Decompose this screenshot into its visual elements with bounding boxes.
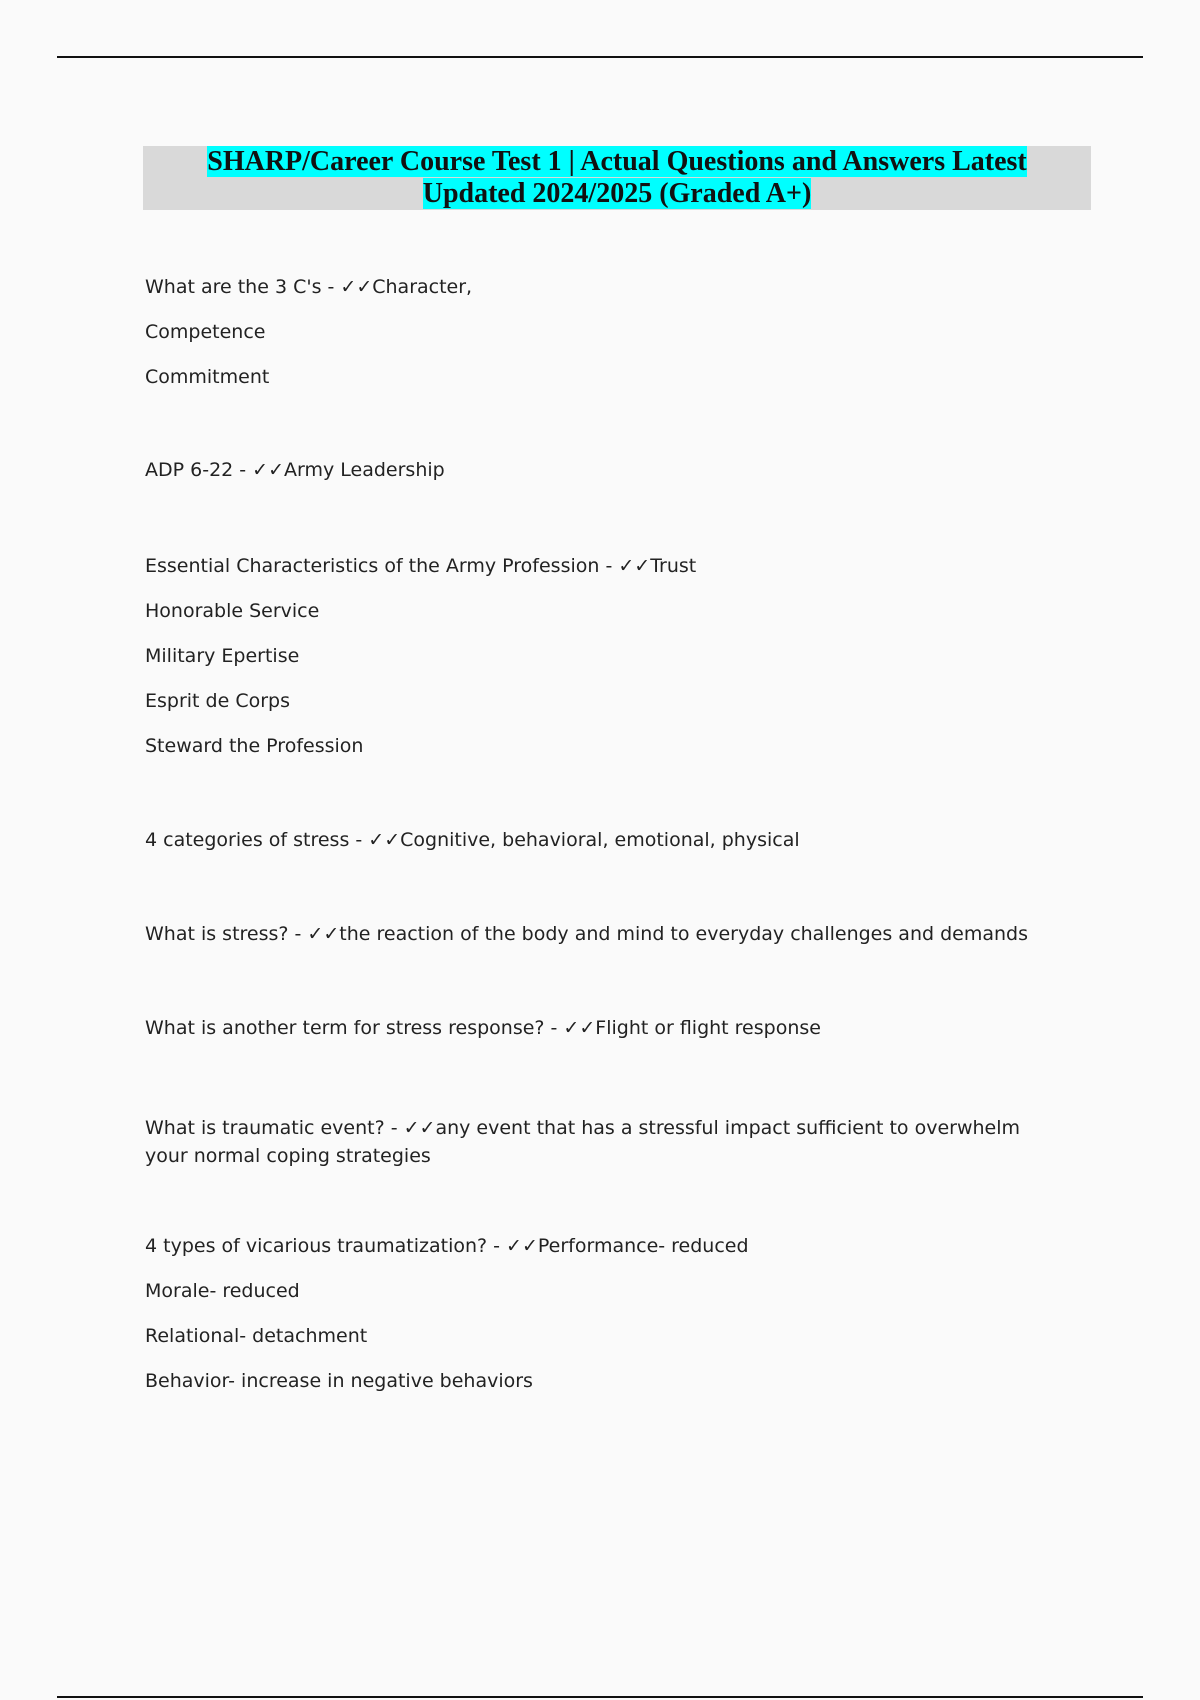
qa-item-3cs (145, 265, 1045, 400)
title-line-1: SHARP/Career Course Test 1 | Actual Questions and Answers Latest (207, 146, 1027, 177)
qa-line: What are the 3 C's - ✓✓Character, (145, 276, 473, 298)
qa-line: ADP 6-22 - ✓✓Army Leadership (145, 459, 445, 481)
qa-item-characteristics (145, 544, 1045, 769)
qa-line: Honorable Service (145, 600, 320, 622)
qa-item-traumatic-event (145, 1106, 1025, 1170)
qa-item-stress-categories (145, 818, 1045, 863)
qa-line: Military Epertise (145, 645, 300, 667)
qa-line: Relational- detachment (145, 1325, 368, 1347)
qa-line: Steward the Profession (145, 735, 364, 757)
qa-line: Competence (145, 321, 266, 343)
qa-line: Morale- reduced (145, 1280, 300, 1302)
qa-line: Commitment (145, 366, 270, 388)
qa-line: What is traumatic event? - ✓✓any event that has a stressful impact sufficient to overwhelm your normal coping strategies (145, 1117, 1021, 1167)
qa-item-stress-response (145, 1006, 1045, 1051)
qa-item-what-is-stress (145, 912, 1045, 957)
top-rule (57, 56, 1143, 58)
qa-line: What is stress? - ✓✓the reaction of the body and mind to everyday challenges and demands (145, 923, 1028, 945)
qa-item-vicarious-traumatization (145, 1224, 1045, 1404)
title-line-2: Updated 2024/2025 (Graded A+) (422, 178, 812, 209)
qa-line: Esprit de Corps (145, 690, 290, 712)
qa-line: 4 categories of stress - ✓✓Cognitive, behavioral, emotional, physical (145, 829, 800, 851)
qa-line: Essential Characteristics of the Army Profession - ✓✓Trust (145, 555, 697, 577)
bottom-rule (57, 1696, 1143, 1698)
qa-line: 4 types of vicarious traumatization? - ✓✓Performance- reduced (145, 1235, 749, 1257)
qa-line: Behavior- increase in negative behaviors (145, 1370, 533, 1392)
document-title (143, 146, 1091, 210)
qa-item-adp (145, 448, 1045, 493)
qa-line: What is another term for stress response? - ✓✓Flight or flight response (145, 1017, 821, 1039)
